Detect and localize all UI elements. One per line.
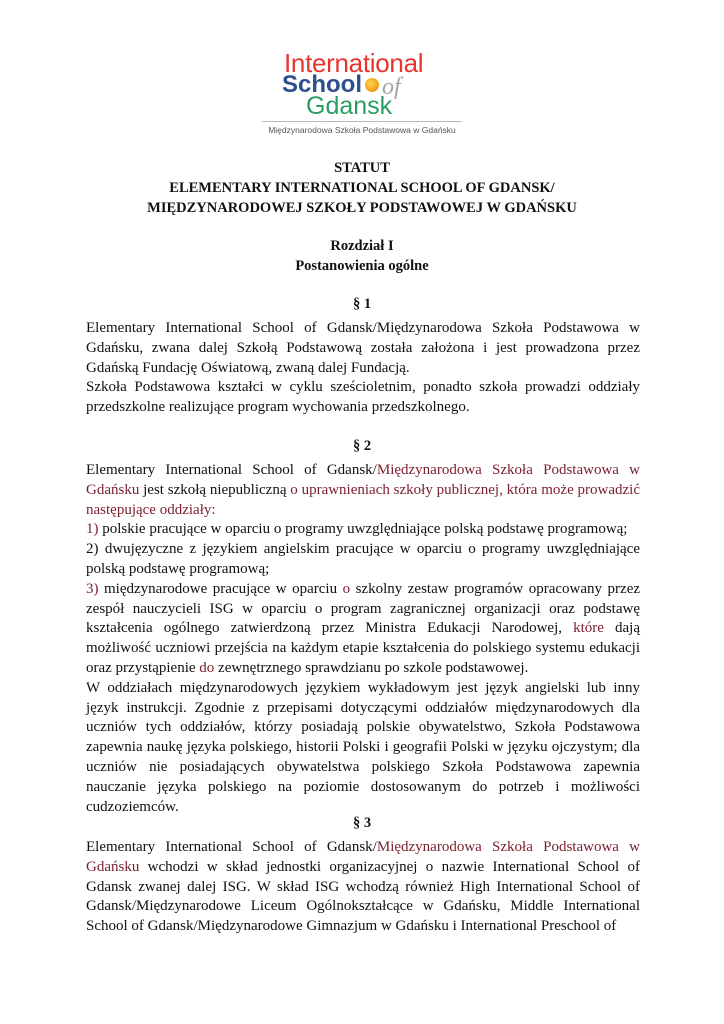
- s3-highlight: Międzynarodowa Szkoła Podstawowa w Gdańsku: [86, 839, 640, 875]
- section-2-item-3: [86, 580, 640, 679]
- section-1-paragraph-1: Elementary International School of Gdansk/Międzynarodowa Szkoła Podstawowa w Gdańsku, zwana dalej Szkołą Podstawową została założona i jest prowadzona przez Gdańską Fundację Oświatową, zwaną dalej Fundacją.: [86, 320, 640, 376]
- school-logo: [262, 48, 462, 140]
- section-1-mark: § 1: [352, 296, 372, 312]
- item-text: szkolny zestaw programów opracowany przez zespół nauczycieli ISG w oparciu o program zagranicznej organizacji oraz podstawę kształcenia ogólnego zatwierdzoną przez Ministra Edukacji Narodowej,: [86, 580, 641, 637]
- item-text: polskie pracujące w oparciu o programy uwzględniające polską podstawę programową;: [98, 521, 628, 538]
- section-1-body: [86, 319, 640, 418]
- document-title-line3: MIĘDZYNARODOWEJ SZKOŁY PODSTAWOWEJ W GDAŃSKU: [147, 200, 577, 216]
- logo-text-of: of: [382, 74, 401, 100]
- document-title-line2: ELEMENTARY INTERNATIONAL SCHOOL OF GDANSK/: [169, 180, 555, 196]
- section-3-paragraph: [86, 838, 640, 937]
- intro-highlight: o uprawnieniach szkoły publicznej, która może prowadzić następujące oddziały:: [86, 481, 640, 518]
- item-number: 1): [86, 521, 99, 538]
- section-2-intro: [86, 461, 640, 520]
- section-2-mark: § 2: [352, 438, 372, 454]
- logo-text-gdansk: Gdansk: [306, 92, 393, 120]
- s3-text: Elementary International School of Gdansk/: [86, 839, 377, 855]
- globe-icon: [365, 78, 379, 92]
- document-title: STATUT: [334, 160, 390, 176]
- item-text: zewnętrznego sprawdzianu po szkole podstawowej.: [214, 659, 529, 676]
- intro-highlight: Międzynarodowa Szkoła Podstawowa w Gdańsku: [86, 462, 640, 498]
- item-text: międzynarodowe pracujące w oparciu: [98, 580, 343, 597]
- s3-text: wchodzi w skład jednostki organizacyjnej o nazwie International School of Gdansk zwanej dalej ISG. W skład ISG wchodzą również High International School of Gdansk/Międzynarodowe Liceum Ogólnokształcące w Gdańsku, Middle International School of Gdansk/Międzynarodowe Gimnazjum w Gdańsku i International Preschool of: [86, 858, 640, 935]
- item-highlight: które: [573, 620, 604, 637]
- intro-text: jest szkołą niepubliczną: [139, 481, 291, 498]
- section-1-paragraph-2: Szkoła Podstawowa kształci w cyklu sześcioletnim, ponadto szkoła prowadzi oddziały przedszkolne realizujące program wychowania przedszkolnego.: [86, 379, 640, 416]
- item-number: 3): [86, 580, 99, 597]
- section-2-body: [86, 461, 640, 817]
- item-text: dają możliwość uczniowi przejścia na każdym etapie kształcenia do polskiego systemu edukacji oraz przystąpienie: [86, 620, 641, 676]
- section-2-paragraph-last: W oddziałach międzynarodowych językiem wykładowym jest język angielski lub inny język instrukcji. Zgodnie z przepisami dotyczącymi oddziałów międzynarodowych dla uczniów tych oddziałów, którzy posiadają polskie obywatelstwo, Szkoła Podstawowa zapewnia naukę języka polskiego, historii Polski i geografii Polski w języku ojczystym; dla uczniów nie posiadających obywatelstwa polskiego Szkoła Podstawowa zapewnia nauczanie języka polskiego na poziomie dostosowanym do potrzeb i możliwości cudzoziemców.: [86, 679, 640, 815]
- logo-text-school: School: [282, 71, 363, 98]
- chapter-subtitle: Postanowienia ogólne: [295, 258, 429, 274]
- item-highlight: o: [342, 580, 351, 597]
- item-highlight: do: [199, 659, 215, 676]
- chapter-title: Rozdział I: [330, 238, 394, 254]
- section-2-item-2: 2) dwujęzyczne z językiem angielskim pracujące w oparciu o programy uwzględniające polską podstawę programową;: [86, 541, 640, 577]
- section-2-item-1: [86, 520, 640, 540]
- section-3-body: [86, 838, 640, 937]
- logo-divider: [262, 121, 462, 122]
- logo-text-international: International: [284, 48, 424, 78]
- intro-text: Elementary International School of Gdansk/: [86, 462, 377, 478]
- section-3-mark: § 3: [352, 815, 372, 831]
- logo-subtitle: Międzynarodowa Szkoła Podstawowa w Gdańsku: [268, 125, 456, 135]
